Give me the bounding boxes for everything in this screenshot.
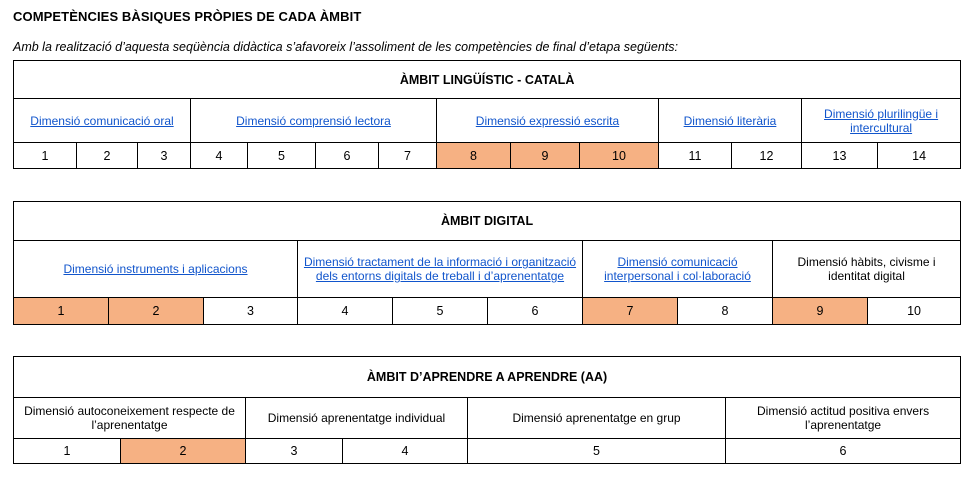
competence-cell: 14	[878, 143, 961, 169]
dimension-plurilingual[interactable]	[802, 99, 961, 143]
dimension-reading-comprehension[interactable]	[191, 99, 437, 143]
dimension-digital-habits: Dimensió hàbits, civisme i identitat digital	[773, 241, 961, 298]
competence-cell: 13	[802, 143, 878, 169]
competence-cell: 6	[316, 143, 379, 169]
competence-row	[14, 439, 961, 464]
page-subtitle: Amb la realització d’aquesta seqüència didàctica s’afavoreix l’assoliment de les competències de final d’etapa següents:	[13, 40, 678, 54]
digital-heading: ÀMBIT DIGITAL	[14, 202, 961, 241]
competence-cell: 9	[773, 298, 868, 325]
linguistic-table	[13, 60, 961, 169]
competence-cell: 5	[248, 143, 316, 169]
dimension-information-treatment[interactable]	[298, 241, 583, 298]
competence-cell: 7	[583, 298, 678, 325]
competence-row	[14, 143, 961, 169]
competence-cell: 8	[678, 298, 773, 325]
digital-table	[13, 201, 961, 325]
dimension-link[interactable]: Dimensió literària	[683, 113, 777, 128]
linguistic-heading: ÀMBIT LINGÜÍSTIC - CATALÀ	[14, 61, 961, 99]
competence-cell: 1	[14, 298, 109, 325]
learning-heading: ÀMBIT D’APRENDRE A APRENDRE (AA)	[14, 357, 961, 398]
competence-cell: 7	[379, 143, 437, 169]
competence-cell: 1	[14, 439, 121, 464]
page-title: COMPETÈNCIES BÀSIQUES PRÒPIES DE CADA ÀMBIT	[13, 9, 362, 24]
competence-cell: 6	[488, 298, 583, 325]
dimension-oral-communication[interactable]	[14, 99, 191, 143]
dimension-link[interactable]: Dimensió comunicació interpersonal i col·laboració	[604, 255, 751, 283]
competence-cell: 3	[246, 439, 343, 464]
competence-cell: 2	[121, 439, 246, 464]
competence-cell: 4	[191, 143, 248, 169]
competence-cell: 6	[726, 439, 961, 464]
competence-cell: 10	[580, 143, 659, 169]
competence-cell: 11	[659, 143, 732, 169]
learning-table	[13, 356, 961, 464]
dimension-interpersonal-communication[interactable]	[583, 241, 773, 298]
competence-cell: 10	[868, 298, 961, 325]
competence-row	[14, 298, 961, 325]
dimension-link[interactable]: Dimensió comprensió lectora	[236, 113, 391, 128]
dimension-group-learning: Dimensió aprenentatge en grup	[468, 398, 726, 439]
competence-cell: 1	[14, 143, 77, 169]
competence-cell: 12	[732, 143, 802, 169]
dimension-positive-attitude: Dimensió actitud positiva envers l’aprenentatge	[726, 398, 961, 439]
competence-cell: 3	[204, 298, 298, 325]
competence-cell: 5	[393, 298, 488, 325]
competence-cell: 9	[511, 143, 580, 169]
dimension-individual-learning: Dimensió aprenentatge individual	[246, 398, 468, 439]
competence-cell: 5	[468, 439, 726, 464]
dimension-link[interactable]: Dimensió expressió escrita	[475, 113, 620, 128]
dimension-link[interactable]: Dimensió instruments i aplicacions	[63, 262, 248, 276]
competence-cell: 2	[77, 143, 138, 169]
dimension-link[interactable]: Dimensió tractament de la informació i organització dels entorns digitals de treball i d’aprenentatge	[303, 255, 577, 283]
dimension-literary[interactable]	[659, 99, 802, 143]
dimension-written-expression[interactable]	[437, 99, 659, 143]
dimension-link[interactable]: Dimensió comunicació oral	[30, 113, 174, 128]
dimension-link[interactable]: Dimensió plurilingüe i intercultural	[824, 106, 939, 135]
dimension-self-knowledge: Dimensió autoconeixement respecte de l’aprenentatge	[14, 398, 246, 439]
competence-cell: 4	[343, 439, 468, 464]
competence-cell: 8	[437, 143, 511, 169]
dimension-instruments[interactable]	[14, 241, 298, 298]
competence-cell: 3	[138, 143, 191, 169]
competence-cell: 2	[109, 298, 204, 325]
competence-cell: 4	[298, 298, 393, 325]
